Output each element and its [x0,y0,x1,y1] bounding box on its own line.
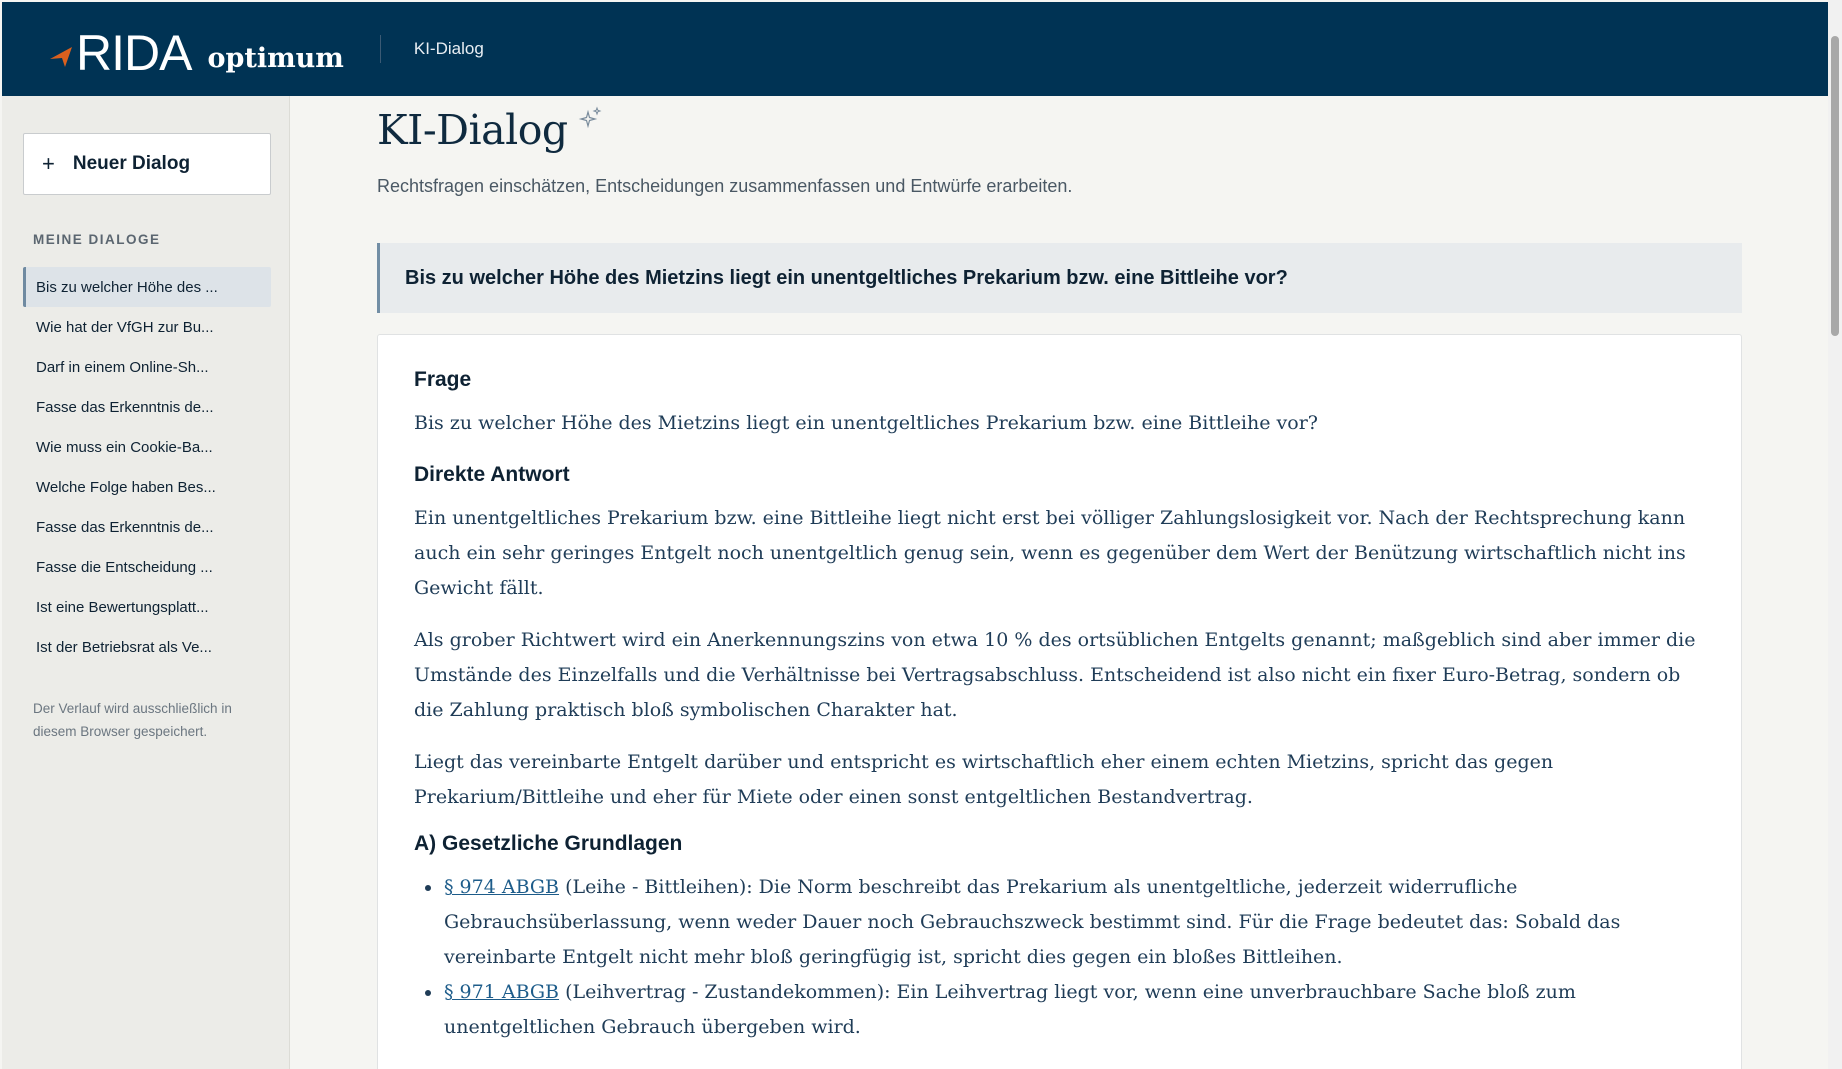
dialog-item[interactable]: Wie muss ein Cookie-Ba... [36,438,213,456]
sidebar [2,96,290,1069]
top-header [2,2,1828,96]
law-link[interactable]: § 974 ABGB [444,876,560,898]
dialog-item[interactable]: Bis zu welcher Höhe des ... [23,267,271,307]
list-item [414,870,1705,975]
nav-ki-dialog[interactable]: KI-Dialog [413,39,484,58]
answer-paragraph: Als grober Richtwert wird ein Anerkennungszins von etwa 10 % des ortsüblichen Entgelts genannt; maßgeblich sind aber immer die Umstände des Einzelfalls und die Verhältnisse bei Vertragsabschluss. Entscheidend ist also nicht ein fixer Euro-Betrag, sondern ob die Zahlung praktisch bloß symbolischen Charakter hat. [414,629,1696,721]
page-scrollbar[interactable] [1828,0,1842,1069]
dialog-item[interactable]: Ist der Betriebsrat als Ve... [36,638,212,656]
answer-frage-text: Bis zu welcher Höhe des Mietzins liegt ein unentgeltliches Prekarium bzw. eine Bittleihe vor? [414,412,1318,434]
rida-optimum-logo[interactable] [48,19,344,79]
dialog-item[interactable]: Ist eine Bewertungsplatt... [36,598,209,616]
answer-paragraph: Ein unentgeltliches Prekarium bzw. eine Bittleihe liegt nicht erst bei völliger Zahlungslosigkeit vor. Nach der Rechtsprechung kann auch ein sehr geringes Entgelt noch unentgeltlich genug sein, wenn es gegenüber dem Wert der Benützung wirtschaftlich nicht ins Gewicht fällt. [414,507,1686,599]
arrow-logo-icon [48,43,74,69]
dialog-item[interactable]: Welche Folge haben Bes... [36,478,216,496]
logo-rida-text: RIDA [76,25,192,81]
history-note: Der Verlauf wird ausschließlich in diesem Browser gespeichert. [33,701,232,739]
user-question: Bis zu welcher Höhe des Mietzins liegt ein unentgeltliches Prekarium bzw. eine Bittleihe vor? [377,243,1742,313]
page-subtitle: Rechtsfragen einschätzen, Entscheidungen zusammenfassen und Entwürfe erarbeiten. [377,176,1073,196]
page-title-row [377,106,604,154]
dialog-item[interactable]: Wie hat der VfGH zur Bu... [36,318,214,336]
dialog-item[interactable]: Fasse das Erkenntnis de... [36,518,214,536]
answer-heading-frage: Frage [414,368,472,391]
list-item-text: (Leihvertrag - Zustandekommen): Ein Leihvertrag liegt vor, wenn eine unverbrauchbare Sache bloß zum unentgeltlichen Gebrauch übergeben wird. [444,981,1576,1038]
grundlagen-list [414,870,1705,1045]
new-dialog-label: Neuer Dialog [72,153,191,174]
section-title-my-dialogs: MEINE DIALOGE [33,232,161,247]
answer-heading-direkte-antwort: Direkte Antwort [414,463,570,486]
answer-paragraph: Liegt das vereinbarte Entgelt darüber und entspricht es wirtschaftlich eher einem echten Mietzins, spricht das gegen Prekarium/Bittleihe und eher für Miete oder einen sonst entgeltlichen Bestandvertrag. [414,751,1554,808]
list-item [414,975,1705,1045]
new-dialog-button[interactable] [23,133,271,195]
scrollbar-thumb[interactable] [1831,36,1839,336]
answer-heading-grundlagen: A) Gesetzliche Grundlagen [414,832,683,855]
dialog-list [23,267,271,667]
logo-optimum-text: optimum [207,43,344,74]
sparkle-icon [576,106,604,134]
dialog-item[interactable]: Fasse die Entscheidung ... [36,558,213,576]
header-divider [380,35,381,63]
dialog-item[interactable]: Fasse das Erkenntnis de... [36,398,214,416]
law-link[interactable]: § 971 ABGB [444,981,560,1003]
plus-icon: + [42,151,55,176]
page-title: KI-Dialog [377,106,568,154]
answer-card [377,334,1742,1069]
list-item-text: (Leihe - Bittleihen): Die Norm beschreibt das Prekarium als unentgeltliche, jederzeit widerrufliche Gebrauchsüberlassung, wenn weder Dauer noch Gebrauchszweck bestimmt sind. Für die Frage bedeutet das: Sobald das vereinbarte Entgelt nicht mehr bloß geringfügig ist, spricht dies gegen ein bloßes Bittleihen. [444,876,1621,968]
main-content [377,96,1742,1069]
dialog-item[interactable]: Darf in einem Online-Sh... [36,358,209,376]
